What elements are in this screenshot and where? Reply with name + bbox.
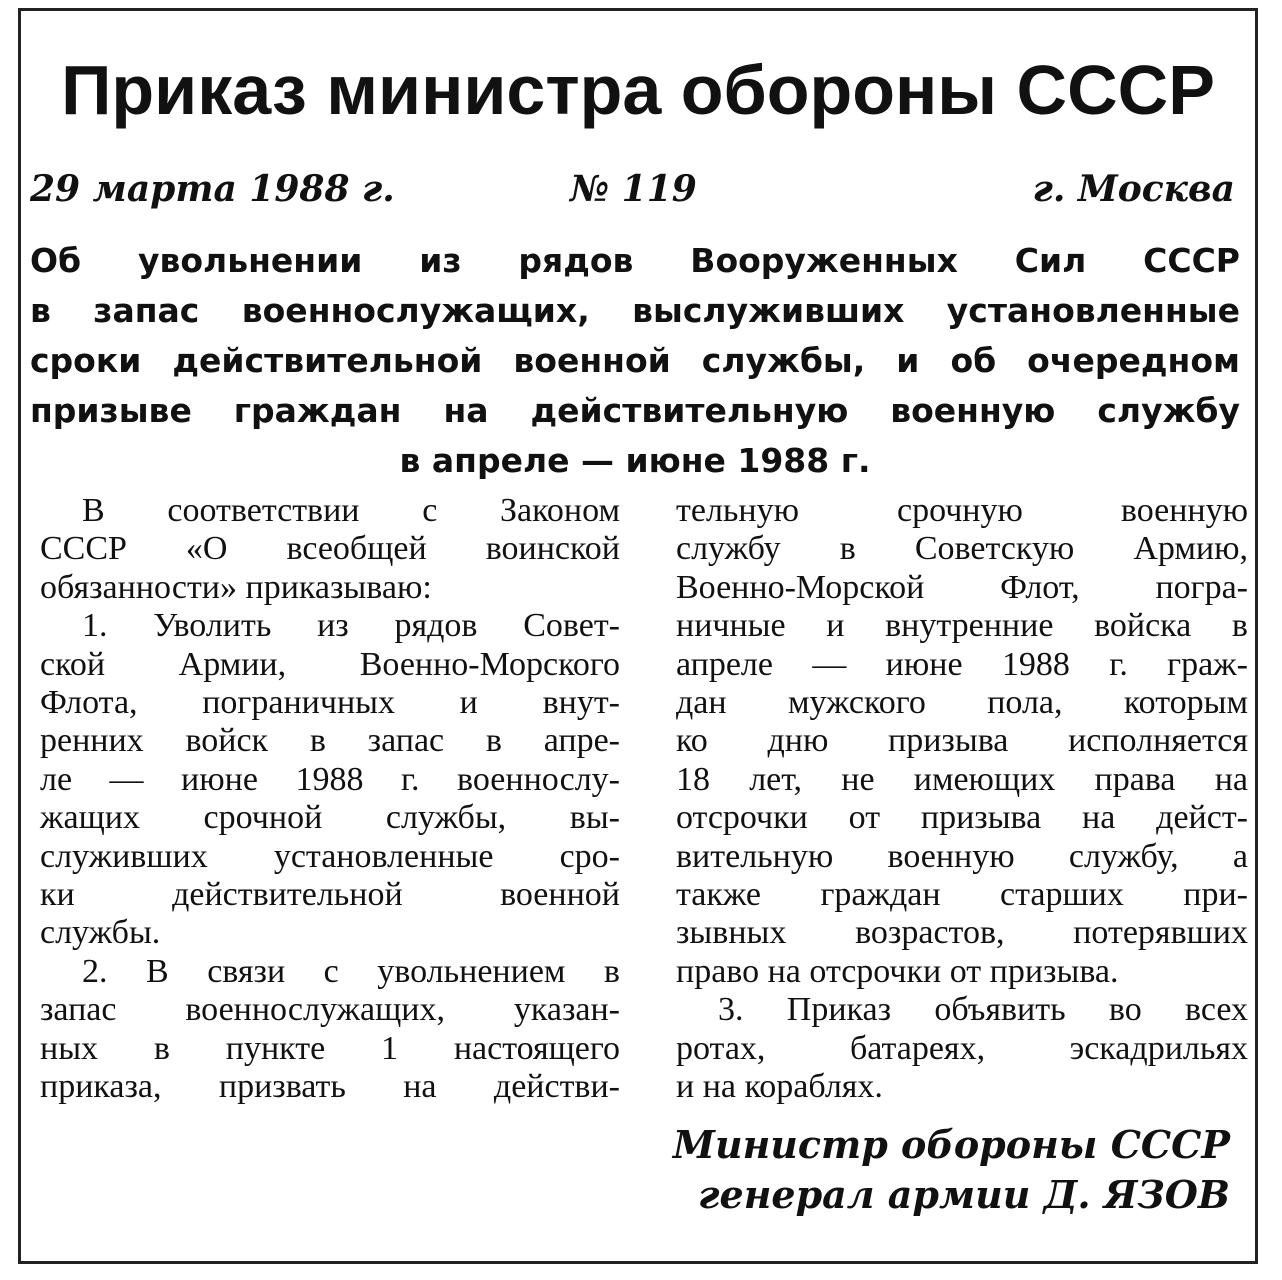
text-line: жащих срочной службы, вы- [40,799,620,837]
text-line: обязанности» приказываю: [40,568,432,606]
text-line: ко дню призыва исполняется [676,722,1248,760]
text-line: 3. Приказ объявить во всех [718,991,1248,1029]
text-line: службы. [40,914,161,952]
signature [673,1120,1230,1220]
subtitle-line: в апреле — июне 1988 г. [399,441,871,480]
text-line: право на отсрочки от призыва. [676,952,1119,990]
text-line: апреле — июне 1988 г. граж- [676,645,1248,683]
text-line: ки действительной военной [40,876,620,914]
text-line: В соответствии с Законом [82,492,620,529]
text-line: ренних войск в запас в апре- [40,722,620,760]
text-line: также граждан старших при- [676,876,1248,914]
text-line: служивших установленные сро- [40,837,620,875]
text-line: ротах, батареях, эскадрильях [676,1029,1248,1067]
dateline [30,168,1235,218]
text-line: ных в пункте 1 настоящего [40,1029,620,1067]
text-line: 2. В связи с увольнением в [82,952,620,990]
headline [21,45,1255,135]
text-line: Флота, пограничных и внут- [40,684,620,722]
text-line: отсрочки от призыва на дейст- [676,799,1248,837]
text-line: СССР «О всеобщей воинской [40,530,620,568]
text-line: и на кораблях. [676,1068,883,1106]
text-line: Военно-Морской Флот, погра- [676,568,1248,606]
text-line: 18 лет, не имеющих права на [676,760,1248,798]
subtitle-line: в запас военнослужащих, выслуживших установленные [30,291,1240,330]
subtitle-line: призыве граждан на действительную военную службу [30,391,1240,430]
text-line: 1. Уволить из рядов Совет- [82,607,620,645]
order-date: 29 марта 1988 г. [30,168,395,210]
subtitle-line: Об увольнении из рядов Вооруженных Сил СССР [30,241,1240,280]
signature-title: Министр обороны СССР [672,1122,1230,1167]
text-line: зывных возрастов, потерявших [676,914,1248,952]
left-column [40,492,620,1107]
signature-name: генерал армии Д. ЯЗОВ [698,1172,1230,1217]
order-number: № 119 [570,168,697,210]
right-column [676,492,1248,1107]
text-line: тельную срочную военную [676,492,1248,529]
subtitle-line: сроки действительной военной службы, и об очередном [30,341,1240,380]
text-line: службу в Советскую Армию, [676,530,1248,568]
text-line: ле — июне 1988 г. военнослу- [40,760,620,798]
subtitle [30,236,1240,486]
text-line: ской Армии, Военно-Морского [40,645,620,683]
headline-text: Приказ министра обороны СССР [61,51,1215,129]
text-line: вительную военную службу, а [676,837,1248,875]
text-line: запас военнослужащих, указан- [40,991,620,1029]
text-line: приказа, призвать на действи- [40,1068,620,1106]
order-city: г. Москва [1032,168,1235,210]
text-line: дан мужского пола, которым [676,684,1248,722]
text-line: ничные и внутренние войска в [676,607,1248,645]
